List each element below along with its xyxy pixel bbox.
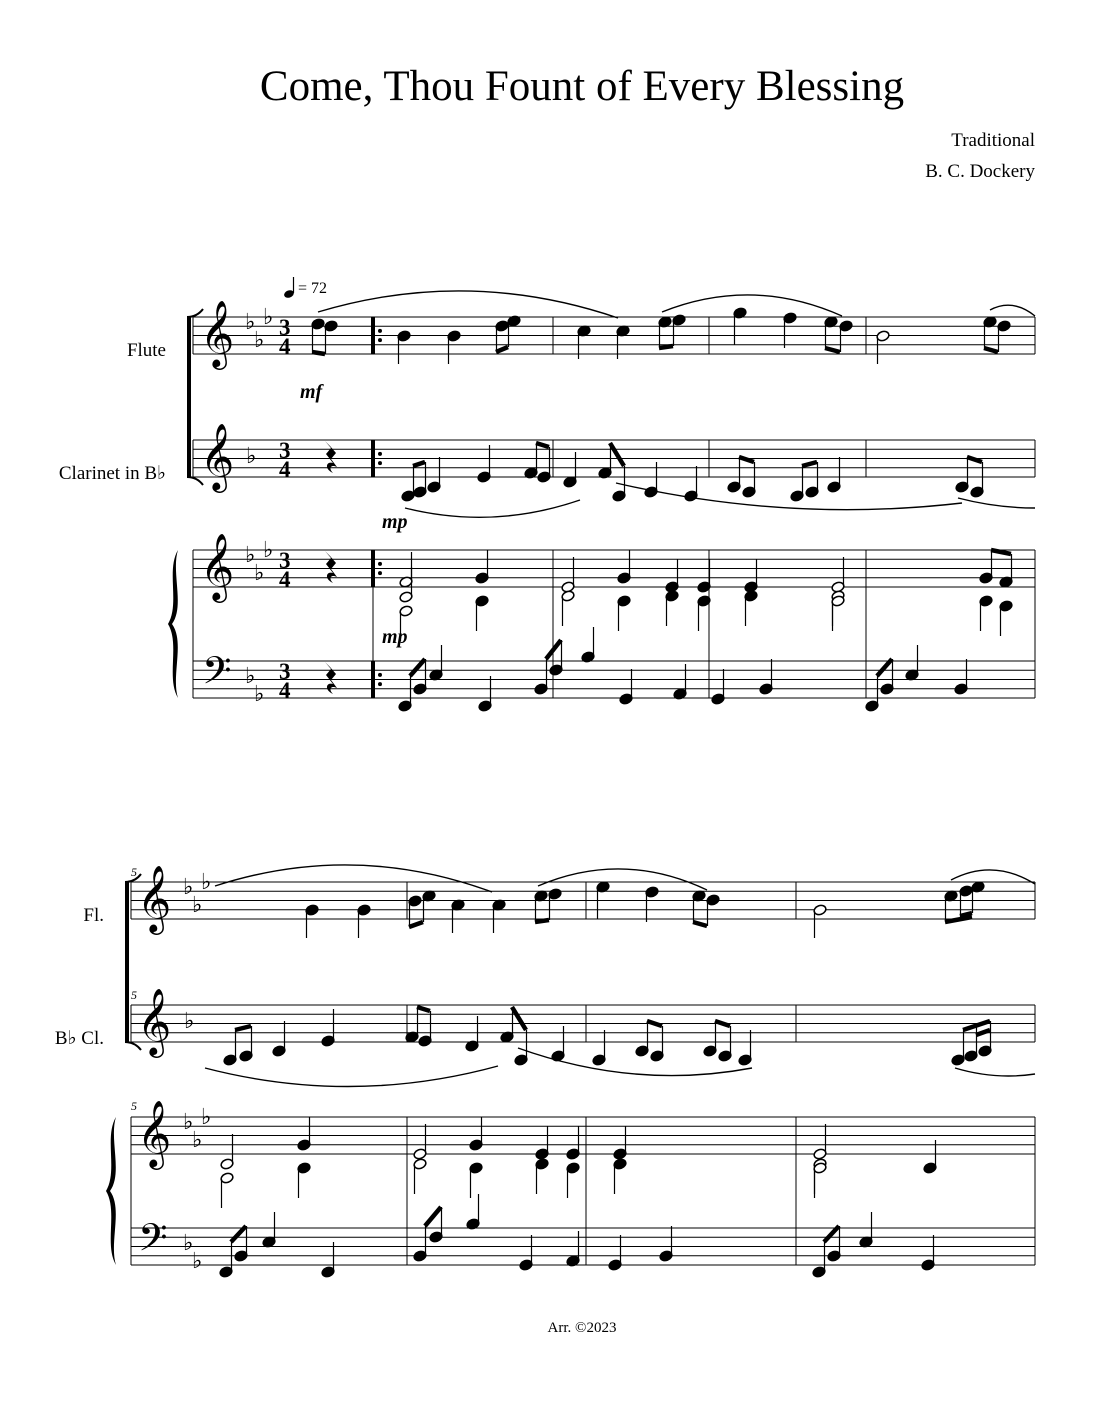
bass-clef: 𝄢 [202, 650, 232, 701]
treble-clef: 𝄞 [200, 424, 235, 489]
key-flat: ♭ [192, 1248, 203, 1273]
repeat-dot [378, 329, 382, 333]
slur [990, 305, 1035, 316]
beam [413, 462, 425, 466]
beam [802, 462, 817, 466]
time-sig-bottom: 4 [279, 678, 291, 703]
beam [960, 913, 972, 916]
time-sig-bottom: 4 [279, 334, 291, 359]
repeat-dot [378, 461, 382, 465]
flute-short-label: Fl. [83, 905, 104, 926]
beam [312, 352, 325, 354]
key-flat: ♭ [246, 443, 257, 468]
key-flat: ♭ [201, 869, 212, 894]
beam [945, 917, 972, 922]
beam [410, 659, 425, 676]
time-sig-top: 3 [279, 315, 291, 340]
treble-clef: 𝄞 [200, 301, 235, 366]
time-sig-bottom: 4 [279, 567, 291, 592]
score-title: Come, Thou Fount of Every Blessing [259, 63, 905, 110]
repeat-dot [378, 673, 382, 677]
key-flat: ♭ [183, 1230, 194, 1255]
bass-clef: 𝄢 [138, 1217, 168, 1268]
key-flat: ♭ [192, 892, 203, 917]
beam [535, 920, 549, 922]
clarinet-short-label: B♭ Cl. [54, 1028, 104, 1049]
slur [518, 1048, 752, 1076]
measure-number: 5 [131, 1099, 137, 1113]
time-sig-top: 3 [279, 548, 291, 573]
repeat-dot [378, 682, 382, 686]
beam [425, 1207, 441, 1226]
beam [235, 1026, 251, 1030]
beam [647, 1021, 662, 1026]
repeat-dot [378, 562, 382, 566]
slur [205, 1066, 498, 1087]
beam [610, 443, 624, 466]
key-flat: ♭ [263, 537, 274, 562]
key-flat: ♭ [183, 1109, 194, 1134]
time-sig-top: 3 [279, 438, 291, 463]
beam [825, 348, 840, 352]
time-sig-bottom: 4 [279, 457, 291, 482]
beam [536, 443, 549, 447]
slur [662, 295, 842, 316]
key-flat: ♭ [192, 1127, 203, 1152]
treble-clef: 𝄞 [137, 866, 172, 931]
beam [496, 347, 508, 352]
copyright-footer: Arr. ©2023 [547, 1320, 617, 1336]
slur [318, 291, 618, 318]
beam [991, 550, 1011, 554]
slur [616, 483, 962, 510]
beam [967, 457, 982, 462]
repeat-dot [378, 452, 382, 456]
beam [877, 659, 892, 676]
key-flat: ♭ [263, 304, 274, 329]
treble-clef: 𝄞 [137, 1101, 172, 1166]
key-flat: ♭ [245, 542, 256, 567]
tempo-marking: = 72 [298, 280, 328, 297]
key-flat: ♭ [184, 1008, 195, 1033]
beam [417, 1007, 430, 1011]
measure-number: 5 [131, 865, 137, 879]
treble-clef: 𝄞 [200, 534, 235, 599]
beam [409, 922, 423, 927]
time-sig-top: 3 [279, 659, 291, 684]
dynamic-flute: mf [300, 381, 323, 403]
slur [405, 500, 580, 517]
repeat-dot [378, 571, 382, 575]
slur [538, 869, 707, 890]
beam [659, 346, 673, 348]
dynamic-clarinet: mp [382, 511, 408, 533]
beam [693, 922, 707, 926]
clarinet-label: Clarinet in B♭ [58, 463, 166, 484]
dynamic-piano: mp [382, 626, 408, 648]
grand-staff-brace [106, 1117, 116, 1265]
key-flat: ♭ [245, 663, 256, 688]
key-flat: ♭ [254, 327, 265, 352]
key-flat: ♭ [254, 560, 265, 585]
composer-credit: Traditional [951, 130, 1035, 151]
beam [976, 1030, 990, 1035]
beam [984, 348, 998, 352]
slur [215, 865, 492, 892]
beam [739, 457, 754, 462]
key-flat: ♭ [201, 1104, 212, 1129]
beam [715, 1021, 730, 1026]
slur [958, 498, 1035, 508]
grand-staff-brace [168, 550, 178, 698]
arranger-credit: B. C. Dockery [925, 161, 1035, 182]
treble-clef: 𝄞 [137, 989, 172, 1054]
beam [512, 1007, 526, 1030]
key-flat: ♭ [183, 874, 194, 899]
key-flat: ♭ [254, 681, 265, 706]
slur [955, 1068, 1035, 1076]
flute-label: Flute [126, 340, 166, 361]
repeat-dot [378, 338, 382, 342]
key-flat: ♭ [245, 309, 256, 334]
measure-number: 5 [131, 988, 137, 1002]
